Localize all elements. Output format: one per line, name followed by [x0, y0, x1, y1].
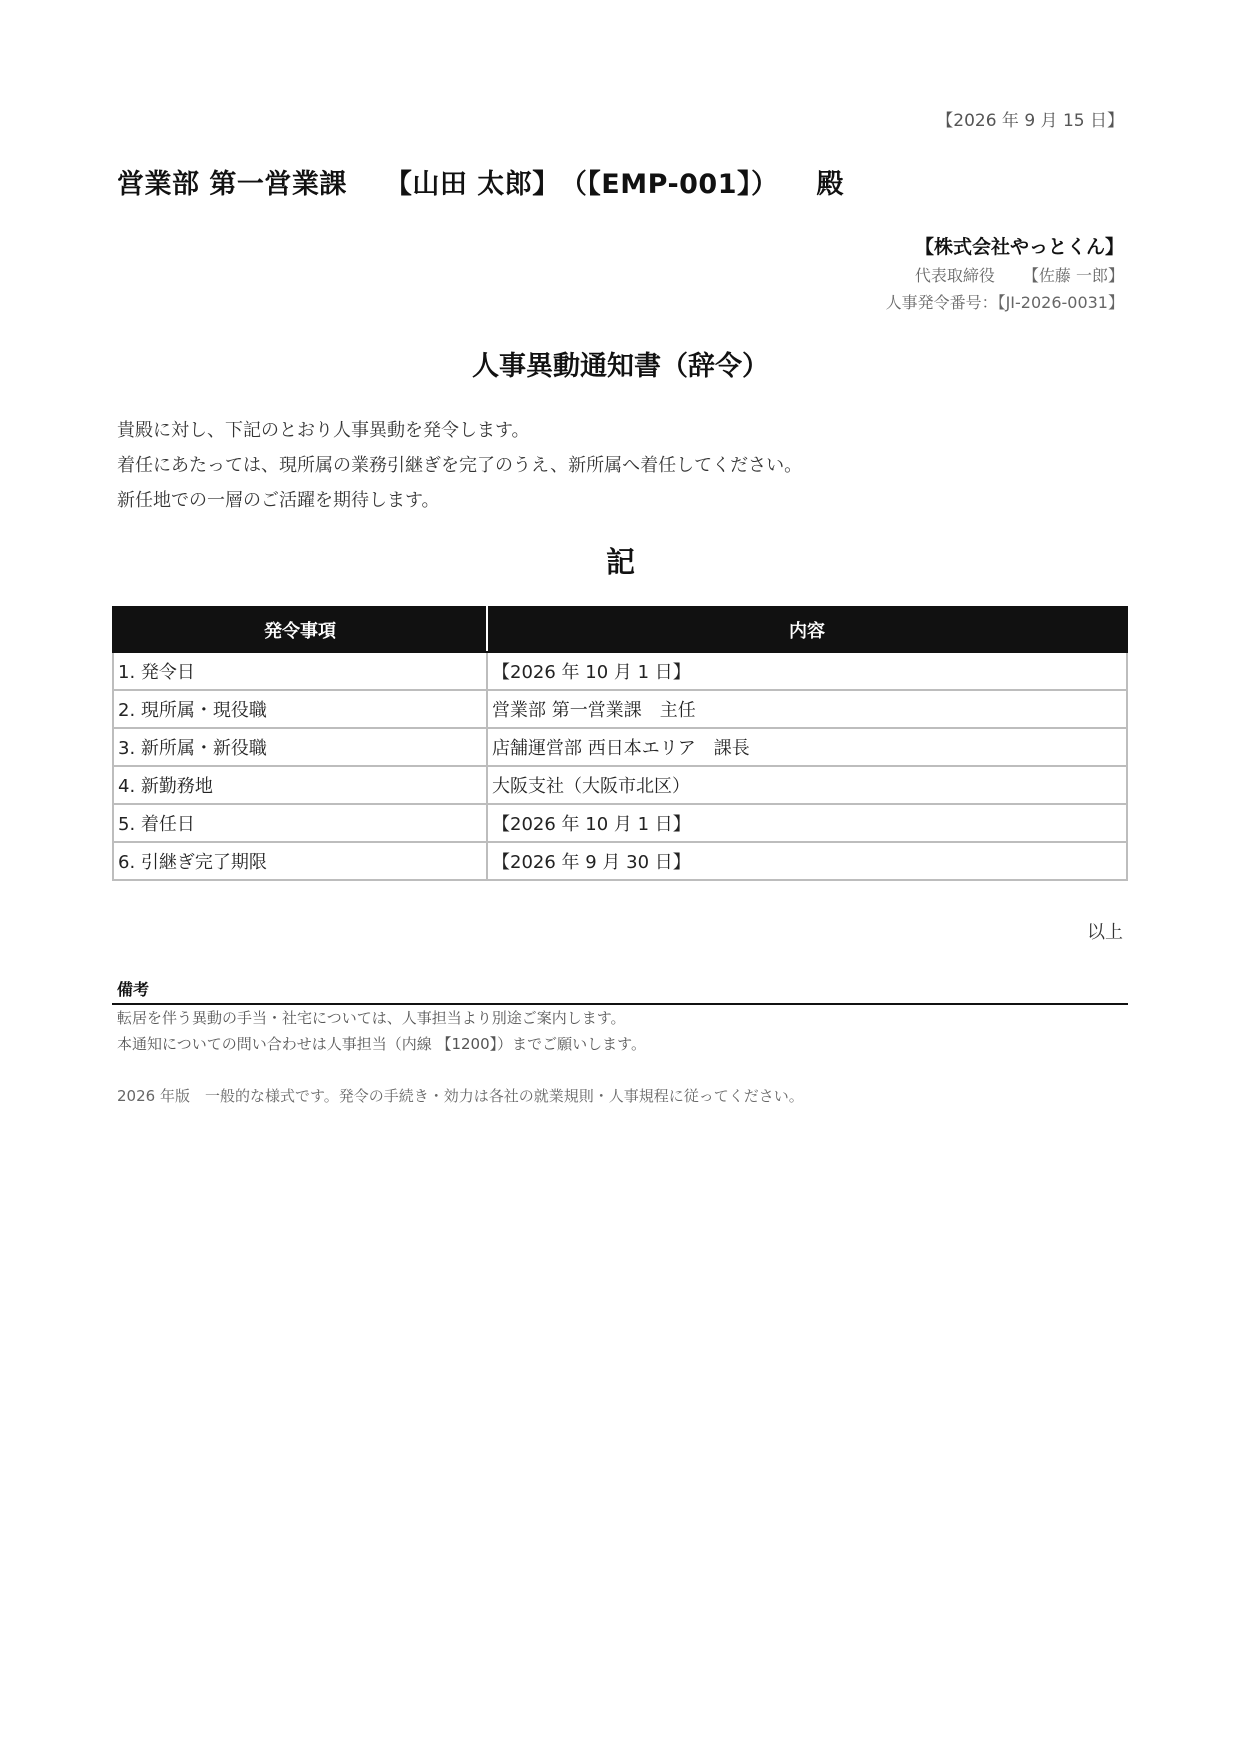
remarks-text [117, 1005, 646, 1057]
recipient-department: 営業部 第一営業課 [117, 169, 347, 200]
sender-company: 【株式会社やっとくん】 [914, 236, 1124, 258]
row-item: 5. 着任日 [113, 804, 487, 842]
remarks-line-item: 本通知についての問い合わせは人事担当（内線 【1200】）までご願いします。 [117, 1035, 646, 1053]
row-content: 営業部 第一営業課 主任 [487, 690, 1127, 728]
sender-representative [886, 262, 1124, 289]
row-item: 4. 新勤務地 [113, 766, 487, 804]
representative-title: 代表取締役 [914, 266, 995, 285]
table-row [113, 842, 1127, 880]
row-content: 【2026 年 10 月 1 日】 [487, 804, 1127, 842]
header-item: 発令事項 [113, 607, 487, 652]
recipient-name: 【山田 太郎】 [384, 169, 560, 200]
row-content: 大阪支社（大阪市北区） [487, 766, 1127, 804]
row-content: 【2026 年 10 月 1 日】 [487, 652, 1127, 690]
header-content: 内容 [487, 607, 1127, 652]
row-content: 【2026 年 9 月 30 日】 [487, 842, 1127, 880]
row-item: 6. 引継ぎ完了期限 [113, 842, 487, 880]
footer-note: 2026 年版 一般的な様式です。発令の手続き・効力は各社の就業規則・人事規程に従ってください。 [117, 1087, 804, 1105]
row-item: 2. 現所属・現役職 [113, 690, 487, 728]
table-row [113, 690, 1127, 728]
row-item: 3. 新所属・新役職 [113, 728, 487, 766]
sender-block [886, 232, 1124, 316]
document-title: 人事異動通知書（辞令） [472, 351, 769, 382]
order-table [112, 606, 1128, 881]
row-item: 1. 発令日 [113, 652, 487, 690]
document-number: 人事発令番号：【JI-2026-0031】 [885, 293, 1124, 312]
body-line: 着任にあたっては、現所属の業務引継ぎを完了のうえ、新所属へ着任してください。 [117, 455, 803, 476]
table-header-row [113, 607, 1127, 652]
row-content: 店舗運営部 西日本エリア 課長 [487, 728, 1127, 766]
table-row [113, 728, 1127, 766]
body-line: 新任地での一層のご活躍を期待します。 [117, 490, 440, 511]
representative-name: 【佐藤 一郎】 [1022, 266, 1124, 285]
closing-mark: 以上 [1087, 922, 1123, 943]
recipient-honorific: 殿 [816, 169, 845, 200]
recipient-employee-id: （【EMP-001】） [559, 169, 779, 200]
remarks-line-item: 転居を伴う異動の手当・社宅については、人事担当より別途ご案内します。 [117, 1009, 626, 1027]
recipient-line [117, 162, 844, 201]
issue-date: 【2026 年 9 月 15 日】 [936, 111, 1124, 131]
table-row [113, 652, 1127, 690]
remarks-label: 備考 [117, 980, 150, 999]
table-row [113, 766, 1127, 804]
body-text [117, 413, 802, 518]
table-row [113, 804, 1127, 842]
ki-heading: 記 [605, 545, 635, 579]
body-line: 貴殿に対し、下記のとおり人事異動を発令します。 [117, 420, 530, 441]
